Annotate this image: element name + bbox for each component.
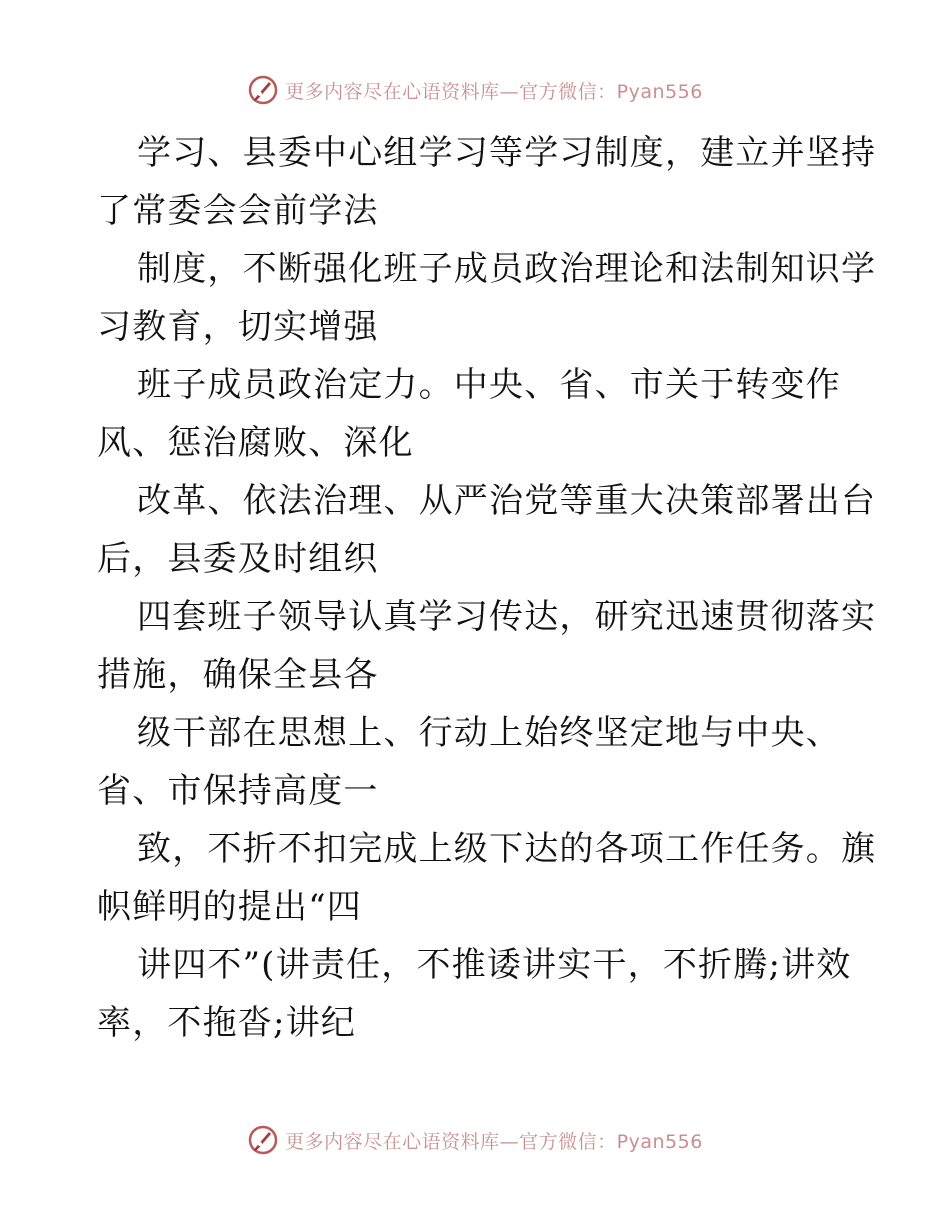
header-watermark bbox=[0, 70, 950, 110]
text-line: 省、市保持高度一 bbox=[97, 771, 379, 811]
feather-pen-seal-icon bbox=[247, 74, 279, 106]
footer-watermark bbox=[0, 1120, 950, 1160]
watermark-text: 更多内容尽在心语资料库—官方微信：Pyan556 bbox=[285, 1130, 703, 1153]
text-line: 风、惩治腐败、深化 bbox=[97, 423, 414, 463]
text-line: 致，不折不扣完成上级下达的各项工作任务。旗 bbox=[137, 829, 877, 869]
text-line: 了常委会会前学法 bbox=[97, 191, 379, 231]
text-line: 措施，确保全县各 bbox=[97, 655, 379, 695]
text-line: 后，县委及时组织 bbox=[97, 539, 379, 579]
text-line: 级干部在思想上、行动上始终坚定地与中央、 bbox=[137, 713, 841, 753]
text-line: 四套班子领导认真学习传达，研究迅速贯彻落实 bbox=[137, 597, 877, 637]
text-line: 讲四不”(讲责任，不推诿讲实干，不折腾;讲效 bbox=[137, 945, 852, 985]
text-line: 班子成员政治定力。中央、省、市关于转变作 bbox=[137, 365, 841, 405]
watermark-text: 更多内容尽在心语资料库—官方微信：Pyan556 bbox=[285, 80, 703, 103]
text-line: 改革、依法治理、从严治党等重大决策部署出台 bbox=[137, 481, 877, 521]
text-line: 制度，不断强化班子成员政治理论和法制知识学 bbox=[137, 249, 877, 289]
text-line: 学习、县委中心组学习等学习制度，建立并坚持 bbox=[137, 133, 877, 173]
document-body bbox=[97, 124, 877, 1052]
text-line: 帜鲜明的提出“四 bbox=[97, 887, 362, 927]
text-line: 习教育，切实增强 bbox=[97, 307, 379, 347]
feather-pen-seal-icon bbox=[247, 1124, 279, 1156]
text-line: 率，不拖沓;讲纪 bbox=[97, 1003, 357, 1043]
